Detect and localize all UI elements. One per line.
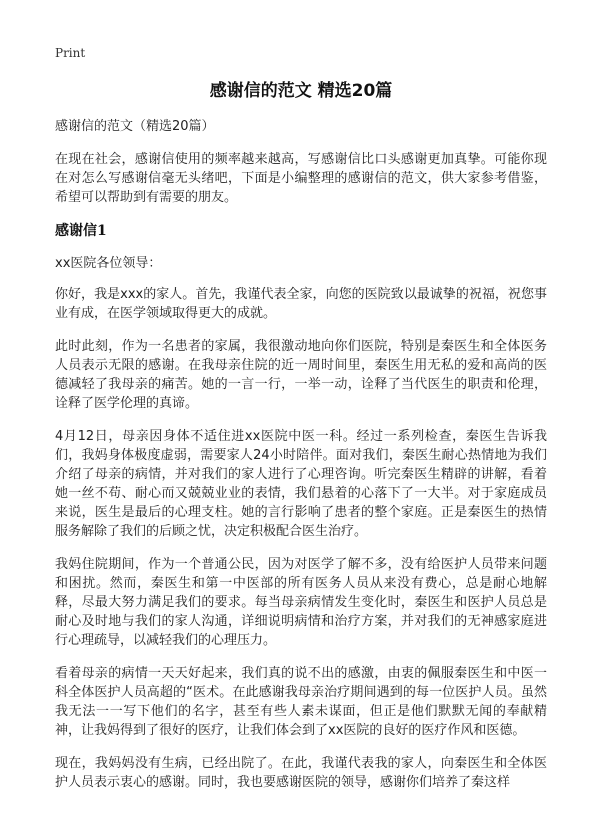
document-page	[55, 80, 547, 806]
document-subtitle: 感谢信的范文（精选20篇）	[55, 119, 215, 134]
section-heading: 感谢信1	[55, 223, 107, 239]
letter-salutation: xx医院各位领导：	[55, 256, 162, 271]
letter-paragraph-1: 你好，我是xxx的家人。首先，我谨代表全家，向您的医院致以最诚挚的祝福，祝您事业有成，在医学领域取得更大的成就。	[55, 287, 547, 321]
letter-paragraph-4: 我妈住院期间，作为一个普通公民，因为对医学了解不多，没有给医护人员带来问题和困扰。然而，秦医生和第一中医部的所有医务人员从来没有费心，总是耐心地解释，尽最大努力满足我们的要求。每当母亲病情发生变化时，秦医生和医护人员总是耐心及时地与我们的家人沟通，详细说明病情和治疗方案，并对我们的无神感家庭进行心理疏导，以减轻我们的心理压力。	[55, 557, 547, 648]
letter-paragraph-2: 此时此刻，作为一名患者的家属，我很激动地向你们医院，特别是秦医生和全体医务人员表示无限的感谢。在我母亲住院的近一周时间里，秦医生用无私的爱和高尚的医德减轻了我母亲的痛苦。她的一言一行，一举一动，诠释了当代医生的职责和伦理，诠释了医学伦理的真谛。	[55, 339, 547, 411]
letter-paragraph-6: 现在，我妈妈没有生病，已经出院了。在此，我谨代表我的家人，向秦医生和全体医护人员表示衷心的感谢。同时，我也要感谢医院的领导，感谢你们培养了秦这样	[55, 756, 547, 790]
print-link[interactable]: Print	[55, 46, 86, 60]
page-title: 感谢信的范文 精选20篇	[209, 81, 393, 101]
letter-paragraph-5: 看着母亲的病情一天天好起来，我们真的说不出的感激，由衷的佩服秦医生和中医一科全体医护人员高超的“医术。在此感谢我母亲治疗期间遇到的每一位医护人员。虽然我无法一一写下他们的名字，甚至有些人素未谋面，但正是他们默默无闻的奉献精神，让我妈得到了很好的医疗，让我们体会到了xx医院的良好的医疗作风和医德。	[55, 666, 547, 738]
intro-paragraph: 在现在社会，感谢信使用的频率越来越高，写感谢信比口头感谢更加真挚。可能你现在对怎么写感谢信毫无头绪吧，下面是小编整理的感谢信的范文，供大家参考借鉴，希望可以帮助到有需要的朋友。	[55, 152, 547, 205]
letter-paragraph-3: 4月12日，母亲因身体不适住进xx医院中医一科。经过一系列检查，秦医生告诉我们，我妈身体极度虚弱，需要家人24小时陪伴。面对我们，秦医生耐心热情地为我们介绍了母亲的病情，并对我们的家人进行了心理咨询。听完秦医生精辟的讲解，看着她一丝不苟、耐心而又兢兢业业的表情，我们悬着的心落下了一大半。对于家庭成员来说，医生是最后的心理支柱。她的言行影响了患者的整个家庭。正是秦医生的热情服务解除了我们的后顾之忧，决定积极配合医生治疗。	[55, 429, 547, 539]
